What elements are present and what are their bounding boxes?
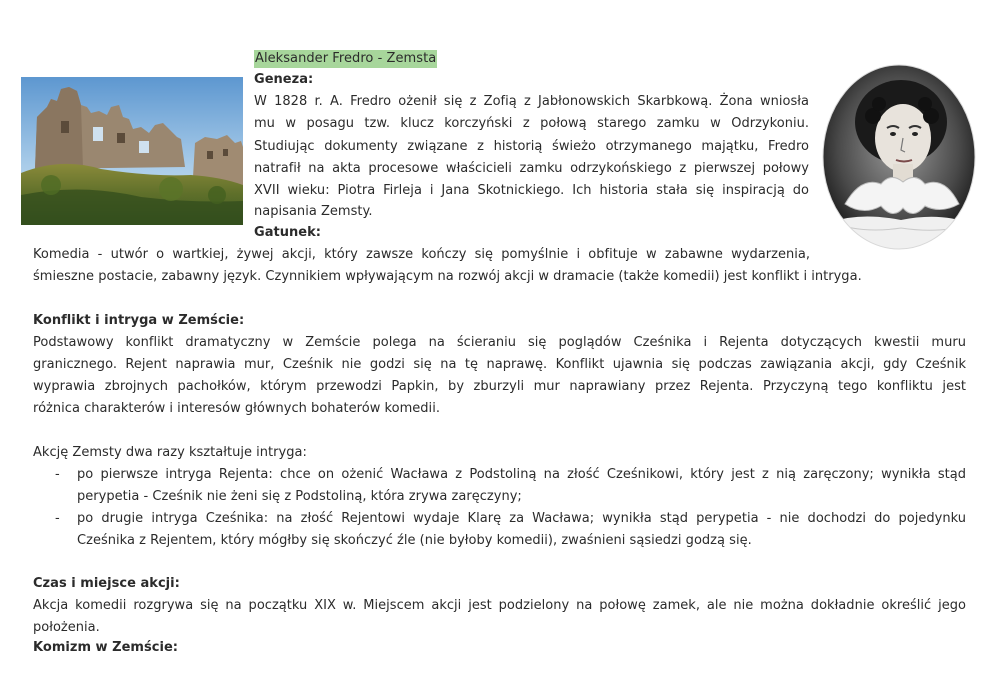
castle-ruins-icon (21, 77, 243, 225)
castle-ruins-image (21, 77, 243, 225)
czas-heading: Czas i miejsce akcji: (33, 576, 180, 591)
geneza-line: W 1828 r. A. Fredro ożenił się z Zofią z Jabłonowskich Skarbkową. Żona wniosła (254, 94, 809, 109)
geneza-heading: Geneza: (254, 72, 314, 87)
geneza-line: mu w posagu tzw. klucz korczyński z połową starego zamku w Odrzykoniu. (254, 116, 809, 131)
intryga-item-line: perypetia - Cześnik nie żeni się z Podstoliną, która zrywa zaręczyny; (77, 489, 522, 504)
document-title: Aleksander Fredro - Zemsta (255, 51, 437, 66)
konflikt-line: wyprawia zbrojnych pachołków, którym przewodzi Papkin, by zburzyli mur naprawiany przez Rejenta. Przyczyną tego konfliktu jest (33, 379, 966, 394)
portrait-image (821, 64, 977, 250)
komizm-heading: Komizm w Zemście: (33, 640, 178, 655)
gatunek-line: Komedia - utwór o wartkiej, żywej akcji, który zawsze kończy się pomyślnie i obfituje w zabawne wydarzenia, (33, 247, 810, 262)
konflikt-line: Podstawowy konflikt dramatyczny w Zemście polega na ścieraniu się poglądów Cześnika i Rejenta dotyczących kwestii muru (33, 335, 966, 350)
intryga-intro: Akcję Zemsty dwa razy kształtuje intryga: (33, 445, 307, 460)
geneza-line: Studiując dokumenty związane z historią świeżo otrzymanego majątku, Fredro (254, 139, 809, 154)
czas-line: położenia. (33, 620, 100, 635)
geneza-line: napisania Zemsty. (254, 204, 373, 219)
woman-portrait-icon (821, 64, 977, 250)
bullet-marker: - (55, 467, 60, 482)
intryga-item-line: po drugie intryga Cześnika: na złość Rejentowi wydaje Klarę za Wacława; wynikła stąd perypetia - nie dochodzi do pojedynku (77, 511, 966, 526)
gatunek-heading: Gatunek: (254, 225, 321, 240)
czas-line: Akcja komedii rozgrywa się na początku XIX w. Miejscem akcji jest podzielony na połowę zamek, ale nie można dokładnie określić jego (33, 598, 966, 613)
konflikt-heading: Konflikt i intryga w Zemście: (33, 313, 245, 328)
geneza-line: XVII wieku: Piotra Firleja i Jana Skotnickiego. Ich historia stała się inspiracją do (254, 183, 809, 198)
konflikt-line: różnica charakterów i interesów głównych bohaterów komedii. (33, 401, 440, 416)
intryga-item-line: Cześnika z Rejentem, który mógłby się skończyć źle (nie byłoby komedii), zwaśnieni sąsiedzi godzą się. (77, 533, 752, 548)
gatunek-line: śmieszne postacie, zabawny język. Czynnikiem wpływającym na rozwój akcji w dramacie (także komedii) jest konflikt i intryga. (33, 269, 862, 284)
konflikt-line: granicznego. Rejent naprawia mur, Cześnik nie godzi się na tę naprawę. Konflikt ujawnia się podczas zawiązania akcji, gdy Cześnik (33, 357, 966, 372)
bullet-marker: - (55, 511, 60, 526)
geneza-line: natrafił na akta procesowe właścicieli zamku odrzykońskiego z pierwszej połowy (254, 161, 809, 176)
intryga-item-line: po pierwsze intryga Rejenta: chce on ożenić Wacława z Podstoliną na złość Cześnikowi, który jest z nią zaręczony; wynikła stąd (77, 467, 966, 482)
